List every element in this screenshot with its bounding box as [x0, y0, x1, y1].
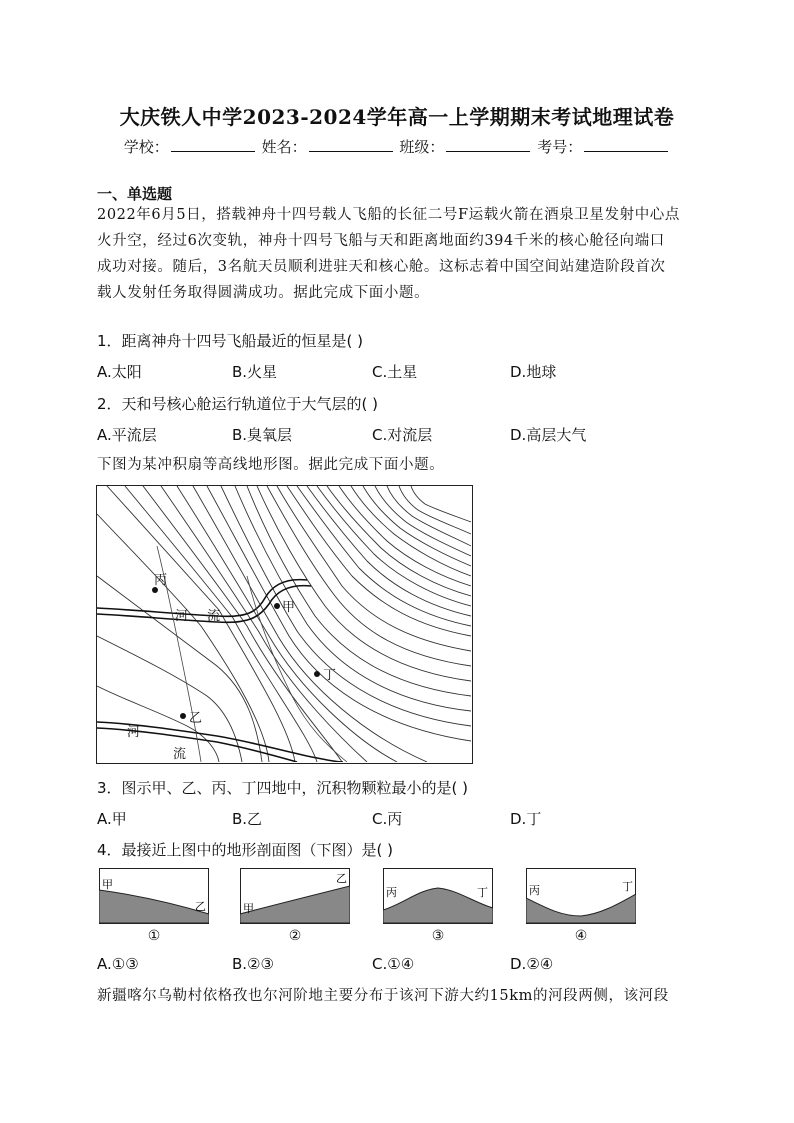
school-blank: [171, 139, 255, 152]
question-1-option-d: D.地球: [510, 363, 557, 381]
profile-2-graphic: [240, 868, 350, 924]
question-3-option-b: B.乙: [232, 810, 263, 828]
class-blank: [446, 139, 530, 152]
passage-1: [97, 202, 701, 306]
profile-3-left-label: 丙: [386, 886, 397, 899]
profile-4-number: ④: [574, 928, 588, 944]
school-label: 学校：: [123, 138, 169, 156]
question-4-option-b: B.②③: [232, 955, 274, 973]
profile-4-graphic: [526, 868, 636, 924]
profile-2-left-label: 甲: [243, 902, 254, 915]
question-2-option-d: D.高层大气: [510, 426, 587, 444]
question-2-stem: 2．天和号核心舱运行轨道位于大气层的( ): [97, 395, 379, 413]
question-2-option-a: A.平流层: [97, 426, 157, 444]
student-info-line: [0, 136, 794, 157]
question-3-stem: 3．图示甲、乙、丙、丁四地中，沉积物颗粒最小的是( ): [97, 779, 469, 797]
profile-1-graphic: [99, 868, 209, 924]
question-4-option-d: D.②④: [510, 955, 554, 973]
label-he-upper: 河: [175, 609, 189, 624]
point-jia-marker: [274, 603, 280, 609]
profile-4: [526, 868, 636, 944]
exam-no-blank: [584, 139, 668, 152]
label-he-lower: 河: [127, 725, 141, 740]
question-1-option-b: B.火星: [232, 363, 278, 381]
profile-2-number: ②: [288, 928, 302, 944]
question-3-option-a: A.甲: [97, 810, 127, 828]
passage-1-line: 火升空，经过6次变轨，神舟十四号飞船与天和距离地面约394千米的核心舱径向端口: [97, 233, 665, 249]
passage-1-line: 2022年6月5日，搭载神舟十四号载人飞船的长征二号F运载火箭在酒泉卫星发射中心点: [97, 207, 681, 223]
page-title: 大庆铁人中学2023-2024学年高一上学期期末考试地理试卷: [119, 105, 675, 129]
contour-map: [96, 485, 473, 764]
question-2-option-c: C.对流层: [372, 426, 433, 444]
profile-2-right-label: 乙: [336, 872, 347, 885]
label-jia: 甲: [282, 600, 296, 615]
question-3-option-d: D.丁: [510, 810, 542, 828]
passage-3: 新疆喀尔乌勒村依格孜也尔河阶地主要分布于该河下游大约15km的河段两侧，该河段: [97, 988, 669, 1004]
passage-2: 下图为某冲积扇等高线地形图。据此完成下面小题。: [97, 457, 445, 473]
stream-lines: [157, 546, 347, 762]
exam-no-label: 考号：: [537, 138, 583, 156]
profile-3-number: ③: [431, 928, 445, 944]
profile-4-right-label: 丁: [622, 880, 633, 893]
passage-1-line: 载人发射任务取得圆满成功。据此完成下面小题。: [97, 285, 430, 301]
question-3-option-c: C.丙: [372, 810, 403, 828]
point-yi-marker: [180, 713, 186, 719]
question-4-option-c: C.①④: [372, 955, 415, 973]
question-1-option-a: A.太阳: [97, 363, 142, 381]
question-2-option-b: B.臭氧层: [232, 426, 293, 444]
name-label: 姓名：: [261, 138, 307, 156]
profile-3-right-label: 丁: [477, 886, 488, 899]
section-heading: 一、单选题: [97, 185, 173, 203]
name-blank: [309, 139, 393, 152]
profile-1-right-label: 乙: [195, 900, 206, 913]
contour-map-graphic: [97, 486, 471, 762]
profile-2: [240, 868, 350, 944]
profile-1-left-label: 甲: [102, 878, 113, 891]
profile-1-number: ①: [147, 928, 161, 944]
profile-3-graphic: [383, 868, 493, 924]
point-ding-marker: [314, 671, 320, 677]
label-yi: 乙: [189, 711, 203, 726]
passage-1-line: 成功对接。随后，3名航天员顺利进驻天和核心舱。这标志着中国空间站建造阶段首次: [97, 259, 666, 275]
question-4-option-a: A.①③: [97, 955, 139, 973]
class-label: 班级：: [399, 138, 445, 156]
profile-4-left-label: 丙: [529, 884, 540, 897]
label-bing: 丙: [154, 573, 168, 588]
question-4-stem: 4．最接近上图中的地形剖面图（下图）是( ): [97, 841, 394, 859]
label-ding: 丁: [323, 668, 337, 683]
question-1-option-c: C.土星: [372, 363, 418, 381]
label-liu-upper: 流: [207, 609, 221, 624]
contour-lines: [97, 486, 471, 762]
label-liu-lower: 流: [173, 747, 187, 762]
question-1-stem: 1．距离神舟十四号飞船最近的恒星是( ): [97, 332, 364, 350]
profile-3: [383, 868, 493, 944]
profile-1: [99, 868, 209, 944]
